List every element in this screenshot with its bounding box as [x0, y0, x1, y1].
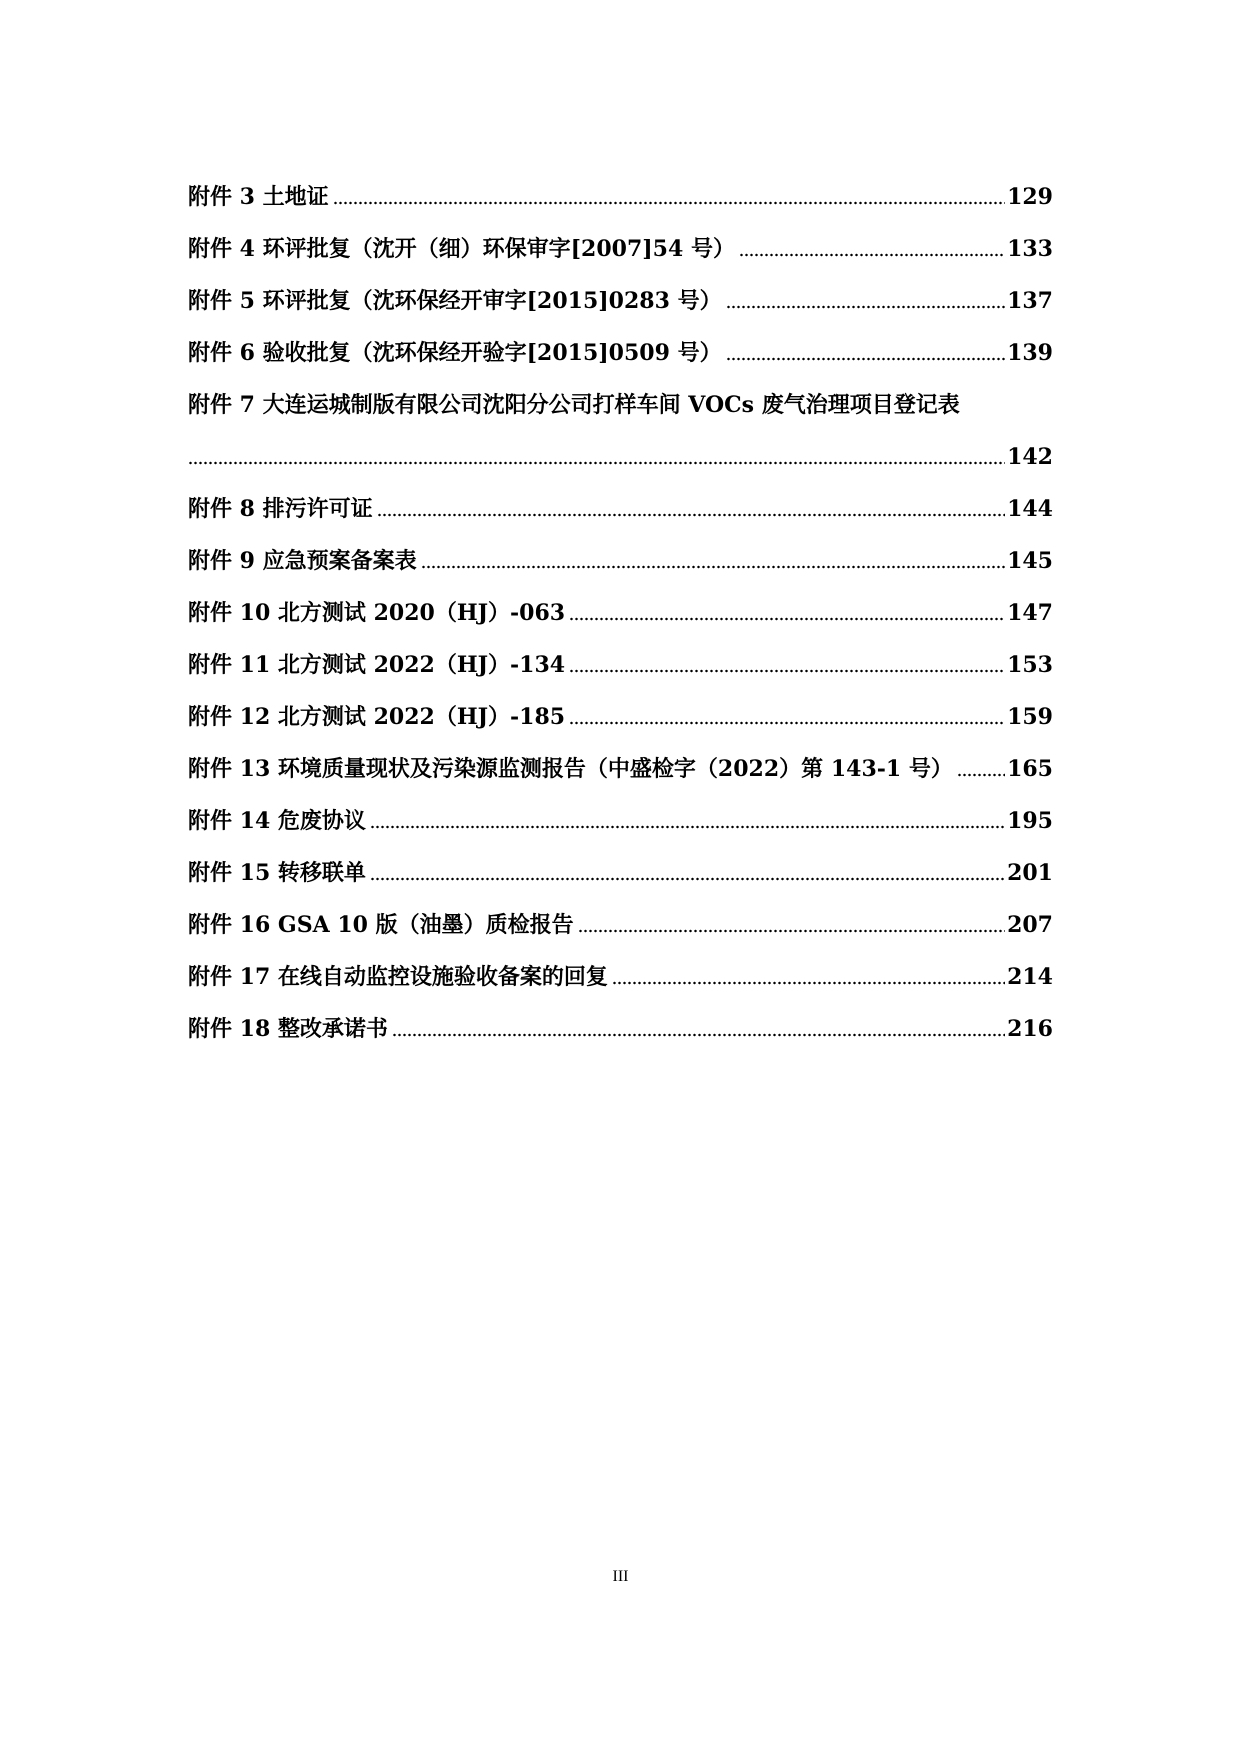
toc-entry-title: 附件 17 在线自动监控设施验收备案的回复 — [188, 964, 608, 990]
toc-entry-page: 159 — [1007, 704, 1053, 730]
toc-entry-title: 附件 16 GSA 10 版（油墨）质检报告 — [188, 912, 574, 938]
dot-leader — [726, 305, 1005, 309]
toc-entry[interactable] — [188, 160, 1053, 212]
dot-leader — [726, 357, 1005, 361]
toc-entry-page: 142 — [1007, 444, 1053, 470]
toc-entry-title: 附件 11 北方测试 2022（HJ）-134 — [188, 652, 566, 678]
toc-entry[interactable] — [188, 940, 1053, 992]
toc-entry-page: 137 — [1007, 288, 1053, 314]
toc-entry-title: 附件 18 整改承诺书 — [188, 1016, 388, 1042]
toc-entry[interactable] — [188, 992, 1053, 1044]
dot-leader — [578, 929, 1005, 933]
toc-entry[interactable] — [188, 472, 1053, 524]
toc-entry[interactable] — [188, 836, 1053, 888]
toc-entry-page: 139 — [1007, 340, 1053, 366]
toc-entry-title: 附件 12 北方测试 2022（HJ）-185 — [188, 704, 566, 730]
table-of-contents — [188, 160, 1053, 1044]
toc-entry[interactable] — [188, 316, 1053, 368]
toc-entry-page: 133 — [1007, 236, 1053, 262]
toc-entry[interactable] — [188, 576, 1053, 628]
dot-leader — [421, 565, 1005, 569]
toc-entry-page: 195 — [1007, 808, 1053, 834]
toc-entry-title: 附件 8 排污许可证 — [188, 496, 373, 522]
toc-entry-title: 附件 15 转移联单 — [188, 860, 366, 886]
dot-leader — [392, 1033, 1005, 1037]
dot-leader — [612, 981, 1005, 985]
toc-entry-page: 216 — [1007, 1016, 1053, 1042]
dot-leader — [569, 617, 1005, 621]
toc-entry[interactable] — [188, 784, 1053, 836]
toc-entry-title: 附件 14 危废协议 — [188, 808, 366, 834]
toc-entry[interactable] — [188, 212, 1053, 264]
toc-entry-page: 165 — [1007, 756, 1053, 782]
toc-entry[interactable] — [188, 524, 1053, 576]
toc-entry[interactable] — [188, 732, 1053, 784]
dot-leader — [377, 513, 1005, 517]
toc-entry-title: 附件 6 验收批复（沈环保经开验字[2015]0509 号） — [188, 340, 722, 366]
toc-entry-page: 214 — [1007, 964, 1053, 990]
dot-leader — [370, 825, 1005, 829]
toc-entry[interactable] — [188, 368, 1053, 420]
toc-entry[interactable] — [188, 264, 1053, 316]
toc-entry-title: 附件 3 土地证 — [188, 184, 329, 210]
toc-entry-title: 附件 9 应急预案备案表 — [188, 548, 417, 574]
page-number: III — [612, 1568, 629, 1585]
toc-entry-title: 附件 13 环境质量现状及污染源监测报告（中盛检字（2022）第 143-1 号） — [188, 756, 953, 782]
dot-leader — [569, 669, 1005, 673]
toc-entry-page: 201 — [1007, 860, 1053, 886]
toc-entry-title: 附件 10 北方测试 2020（HJ）-063 — [188, 600, 566, 626]
toc-entry-page: 145 — [1007, 548, 1053, 574]
dot-leader — [333, 201, 1005, 205]
toc-entry[interactable] — [188, 888, 1053, 940]
dot-leader — [188, 461, 1005, 465]
toc-entry-page: 129 — [1007, 184, 1053, 210]
toc-entry-page: 147 — [1007, 600, 1053, 626]
dot-leader — [957, 773, 1005, 777]
toc-entry-title: 附件 7 大连运城制版有限公司沈阳分公司打样车间 VOCs 废气治理项目登记表 — [188, 392, 960, 418]
dot-leader — [739, 253, 1005, 257]
toc-entry[interactable] — [188, 680, 1053, 732]
dot-leader — [370, 877, 1005, 881]
toc-entry-title: 附件 4 环评批复（沈开（细）环保审字[2007]54 号） — [188, 236, 735, 262]
toc-entry-continuation[interactable] — [188, 420, 1053, 472]
toc-entry-page: 207 — [1007, 912, 1053, 938]
toc-entry[interactable] — [188, 628, 1053, 680]
toc-entry-page: 153 — [1007, 652, 1053, 678]
toc-entry-title: 附件 5 环评批复（沈环保经开审字[2015]0283 号） — [188, 288, 722, 314]
dot-leader — [569, 721, 1005, 725]
toc-entry-page: 144 — [1007, 496, 1053, 522]
